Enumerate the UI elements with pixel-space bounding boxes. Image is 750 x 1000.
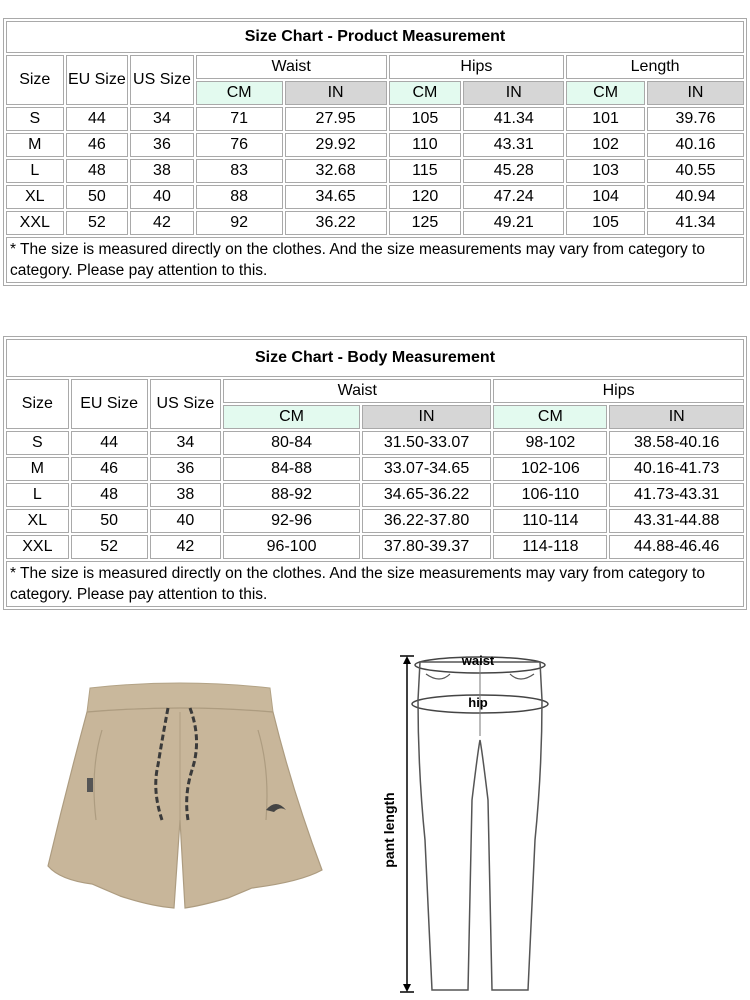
table-cell: L [6, 159, 64, 183]
table-cell: 38 [150, 483, 222, 507]
table-cell: XXL [6, 535, 69, 559]
header-hips: Hips [389, 55, 565, 79]
table-cell: 37.80-39.37 [362, 535, 491, 559]
table-cell: 101 [566, 107, 645, 131]
table-cell: 48 [66, 159, 129, 183]
table-cell: 110 [389, 133, 462, 157]
table-cell: 34 [150, 431, 222, 455]
table-cell: 50 [66, 185, 129, 209]
table-cell: 52 [66, 211, 129, 235]
hips-in-header: IN [609, 405, 744, 429]
table-cell: 40.16-41.73 [609, 457, 744, 481]
table-cell: 44 [66, 107, 129, 131]
header-hips: Hips [493, 379, 744, 403]
hips-cm-header: CM [493, 405, 607, 429]
table-row [6, 431, 744, 455]
table-cell: 44 [71, 431, 148, 455]
table-cell: 29.92 [285, 133, 387, 157]
length-in-header: IN [647, 81, 744, 105]
table-row [6, 133, 744, 157]
table-cell: 32.68 [285, 159, 387, 183]
table-cell: XXL [6, 211, 64, 235]
table-cell: 114-118 [493, 535, 607, 559]
table-cell: 42 [150, 535, 222, 559]
hips-cm-header: CM [389, 81, 462, 105]
header-length: Length [566, 55, 744, 79]
table-cell: 43.31-44.88 [609, 509, 744, 533]
table-cell: 40.94 [647, 185, 744, 209]
table-cell: XL [6, 509, 69, 533]
table-cell: XL [6, 185, 64, 209]
table-cell: 102 [566, 133, 645, 157]
table-cell: 98-102 [493, 431, 607, 455]
table-cell: 96-100 [223, 535, 360, 559]
hip-label: hip [468, 695, 488, 710]
hips-in-header: IN [463, 81, 564, 105]
table-cell: 83 [196, 159, 283, 183]
product-size-table [3, 18, 747, 286]
header-us-size: US Size [150, 379, 222, 429]
header-waist: Waist [196, 55, 387, 79]
table-cell: 49.21 [463, 211, 564, 235]
table-cell: 41.73-43.31 [609, 483, 744, 507]
table-cell: 76 [196, 133, 283, 157]
table-cell: 40 [150, 509, 222, 533]
table-cell: 105 [566, 211, 645, 235]
table-cell: 46 [71, 457, 148, 481]
table-cell: 88-92 [223, 483, 360, 507]
table-cell: 41.34 [647, 211, 744, 235]
header-size: Size [6, 379, 69, 429]
pants-measurement-diagram [370, 640, 570, 995]
table-cell: 102-106 [493, 457, 607, 481]
table-cell: 38 [130, 159, 194, 183]
table-cell: 115 [389, 159, 462, 183]
body-size-table [3, 336, 747, 610]
table-cell: 52 [71, 535, 148, 559]
table-cell: 40 [130, 185, 194, 209]
body-table-note: * The size is measured directly on the clothes. And the size measurements may vary from category to category. Please pay attention to this. [6, 561, 744, 607]
table-cell: 36.22-37.80 [362, 509, 491, 533]
header-us-size: US Size [130, 55, 194, 105]
table-cell: 38.58-40.16 [609, 431, 744, 455]
table-cell: 71 [196, 107, 283, 131]
table-cell: 50 [71, 509, 148, 533]
waist-cm-header: CM [196, 81, 283, 105]
table-cell: 33.07-34.65 [362, 457, 491, 481]
table-row [6, 535, 744, 559]
table-cell: 31.50-33.07 [362, 431, 491, 455]
table-cell: 92 [196, 211, 283, 235]
header-size: Size [6, 55, 64, 105]
table-cell: 84-88 [223, 457, 360, 481]
table-cell: 36.22 [285, 211, 387, 235]
table-cell: 34.65 [285, 185, 387, 209]
table-row [6, 483, 744, 507]
table-cell: 47.24 [463, 185, 564, 209]
table-row [6, 107, 744, 131]
table-cell: 104 [566, 185, 645, 209]
table-cell: 39.76 [647, 107, 744, 131]
header-eu-size: EU Size [71, 379, 148, 429]
body-table-title: Size Chart - Body Measurement [6, 339, 744, 377]
table-cell: 42 [130, 211, 194, 235]
table-row [6, 159, 744, 183]
table-cell: M [6, 457, 69, 481]
product-table-note: * The size is measured directly on the clothes. And the size measurements may vary from category to category. Please pay attention to this. [6, 237, 744, 283]
table-cell: S [6, 431, 69, 455]
table-cell: S [6, 107, 64, 131]
table-cell: 103 [566, 159, 645, 183]
pant-length-label: pant length [381, 792, 397, 868]
table-cell: 41.34 [463, 107, 564, 131]
table-cell: 105 [389, 107, 462, 131]
table-row [6, 211, 744, 235]
table-cell: 45.28 [463, 159, 564, 183]
waist-in-header: IN [362, 405, 491, 429]
header-eu-size: EU Size [66, 55, 129, 105]
table-cell: 40.55 [647, 159, 744, 183]
table-cell: L [6, 483, 69, 507]
table-cell: 88 [196, 185, 283, 209]
table-cell: 27.95 [285, 107, 387, 131]
table-cell: 80-84 [223, 431, 360, 455]
table-cell: 40.16 [647, 133, 744, 157]
table-cell: 46 [66, 133, 129, 157]
table-row [6, 185, 744, 209]
table-cell: 92-96 [223, 509, 360, 533]
shorts-product-image [30, 670, 340, 920]
header-waist: Waist [223, 379, 491, 403]
waist-in-header: IN [285, 81, 387, 105]
table-cell: 110-114 [493, 509, 607, 533]
table-cell: 43.31 [463, 133, 564, 157]
length-cm-header: CM [566, 81, 645, 105]
table-cell: 36 [150, 457, 222, 481]
product-table-title: Size Chart - Product Measurement [6, 21, 744, 53]
table-cell: 120 [389, 185, 462, 209]
table-cell: 34.65-36.22 [362, 483, 491, 507]
table-row [6, 457, 744, 481]
table-cell: 34 [130, 107, 194, 131]
table-row [6, 509, 744, 533]
waist-label: waist [461, 653, 495, 668]
table-cell: M [6, 133, 64, 157]
table-cell: 125 [389, 211, 462, 235]
table-cell: 36 [130, 133, 194, 157]
table-cell: 48 [71, 483, 148, 507]
table-cell: 106-110 [493, 483, 607, 507]
table-cell: 44.88-46.46 [609, 535, 744, 559]
waist-cm-header: CM [223, 405, 360, 429]
